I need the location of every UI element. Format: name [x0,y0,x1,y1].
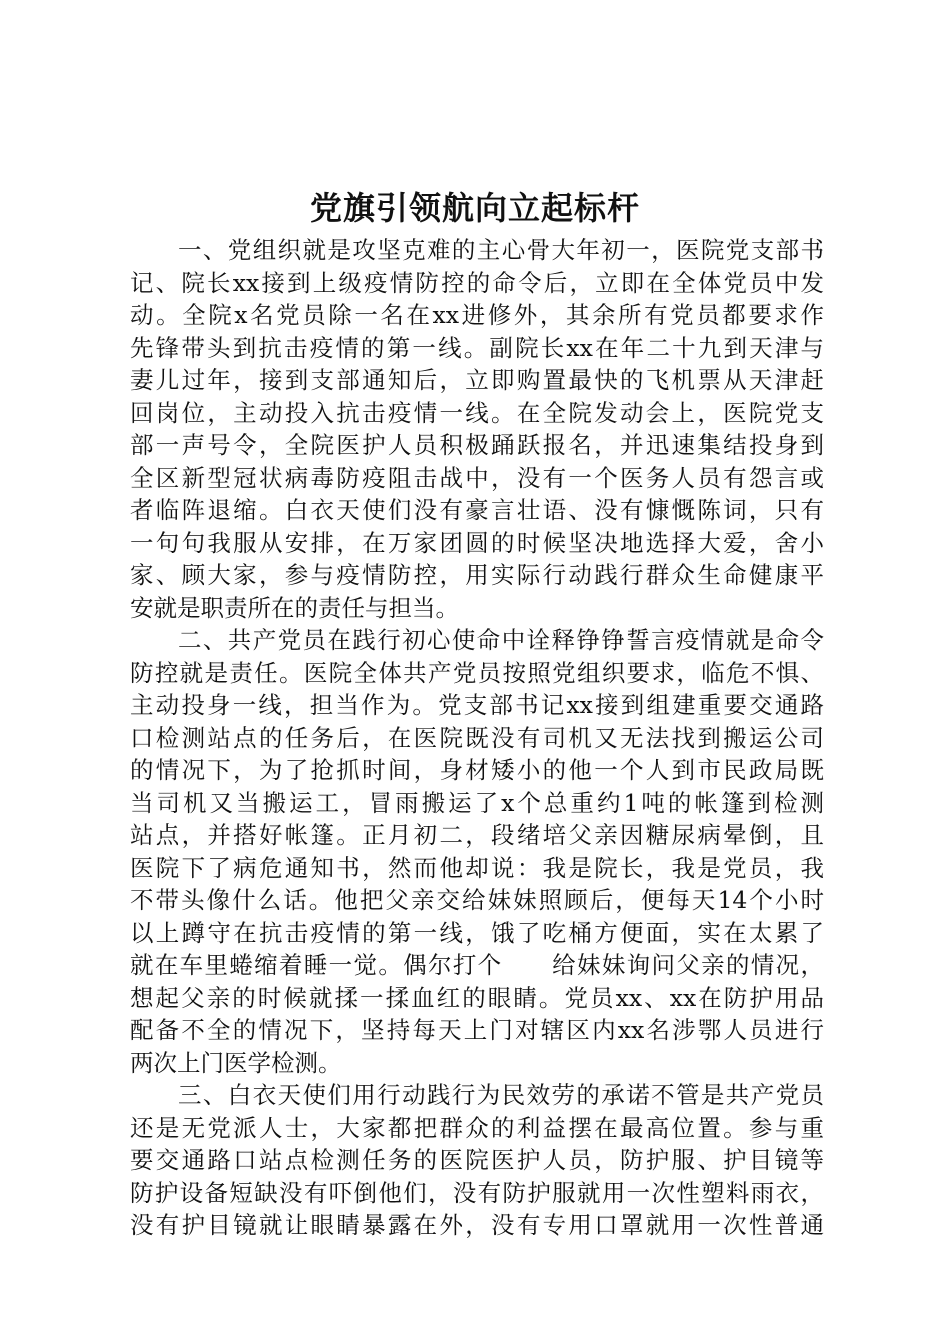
text-line: 者临阵退缩。白衣天使们没有豪言壮语、没有慷慨陈词，只有 [130,496,824,524]
text-line: 医院下了病危通知书，然而他却说：我是院长，我是党员，我 [130,853,824,882]
text-line: 防护设备短缺没有吓倒他们，没有防护服就用一次性塑料雨衣， [130,1178,824,1207]
text-line: 还是无党派人士，大家都把群众的利益摆在最高位置。参与重 [130,1113,824,1142]
text-line: 三、白衣天使们用行动践行为民效劳的承诺不管是共产党员 [178,1081,824,1109]
text-line: 站点，并搭好帐篷。正月初二，段绪培父亲因糖尿病晕倒，且 [130,821,824,849]
text-line: 先锋带头到抗击疫情的第一线。副院长xx在年二十九到天津与 [130,333,824,362]
text-line: 不带头像什么话。他把父亲交给妹妹照顾后，便每天14个小时 [130,886,824,914]
text-line: 就在车里蜷缩着睡一觉。偶尔打个 给妹妹询问父亲的情况， [130,951,824,979]
text-line: 一句句我服从安排，在万家团圆的时候坚决地选择大爱，舍小 [130,528,824,557]
paragraph-3 [130,1079,824,1242]
text-line: 一、党组织就是攻坚克难的主心骨大年初一，医院党支部书 [178,236,824,264]
text-line: 的情况下，为了抢抓时间，身材矮小的他一个人到市民政局既 [130,756,824,784]
text-line: 配备不全的情况下，坚持每天上门对辖区内xx名涉鄂人员进行 [130,1016,824,1044]
text-line: 口检测站点的任务后，在医院既没有司机又无法找到搬运公司 [130,723,824,752]
text-line: 两次上门医学检测。 [130,1048,342,1077]
text-line: 要交通路口站点检测任务的医院医护人员，防护服、护目镜等 [130,1146,824,1174]
paragraph-1 [130,234,824,624]
text-line: 记、院长xx接到上级疫情防控的命令后，立即在全体党员中发 [130,268,824,297]
text-line: 二、共产党员在践行初心使命中诠释铮铮誓言疫情就是命令 [178,626,824,654]
text-line: 部一声号令，全院医护人员积极踊跃报名，并迅速集结投身到 [130,431,824,459]
document-title: 党旗引领航向立起标杆 [309,189,640,227]
paragraph-2 [130,624,824,1079]
text-line: 防控就是责任。医院全体共产党员按照党组织要求，临危不惧、 [130,658,824,687]
text-line: 当司机又当搬运工，冒雨搬运了x个总重约1吨的帐篷到检测 [130,788,824,817]
text-line: 主动投身一线，担当作为。党支部书记xx接到组建重要交通路 [130,691,824,719]
text-line: 全区新型冠状病毒防疫阻击战中，没有一个医务人员有怨言或 [130,463,824,492]
text-line: 没有护目镜就让眼睛暴露在外，没有专用口罩就用一次性普通 [130,1211,824,1239]
document-body [130,234,824,1242]
text-line: 动。全院x名党员除一名在xx进修外，其余所有党员都要求作 [130,301,824,329]
text-line: 回岗位，主动投入抗击疫情一线。在全院发动会上，医院党支 [130,398,824,427]
text-line: 以上蹲守在抗击疫情的第一线，饿了吃桶方便面，实在太累了 [130,918,824,947]
text-line: 安就是职责所在的责任与担当。 [130,593,459,622]
text-line: 妻儿过年，接到支部通知后，立即购置最快的飞机票从天津赶 [130,366,824,394]
text-line: 想起父亲的时候就揉一揉血红的眼睛。党员xx、xx在防护用品 [130,983,824,1012]
text-line: 家、顾大家，参与疫情防控，用实际行动践行群众生命健康平 [130,561,824,589]
